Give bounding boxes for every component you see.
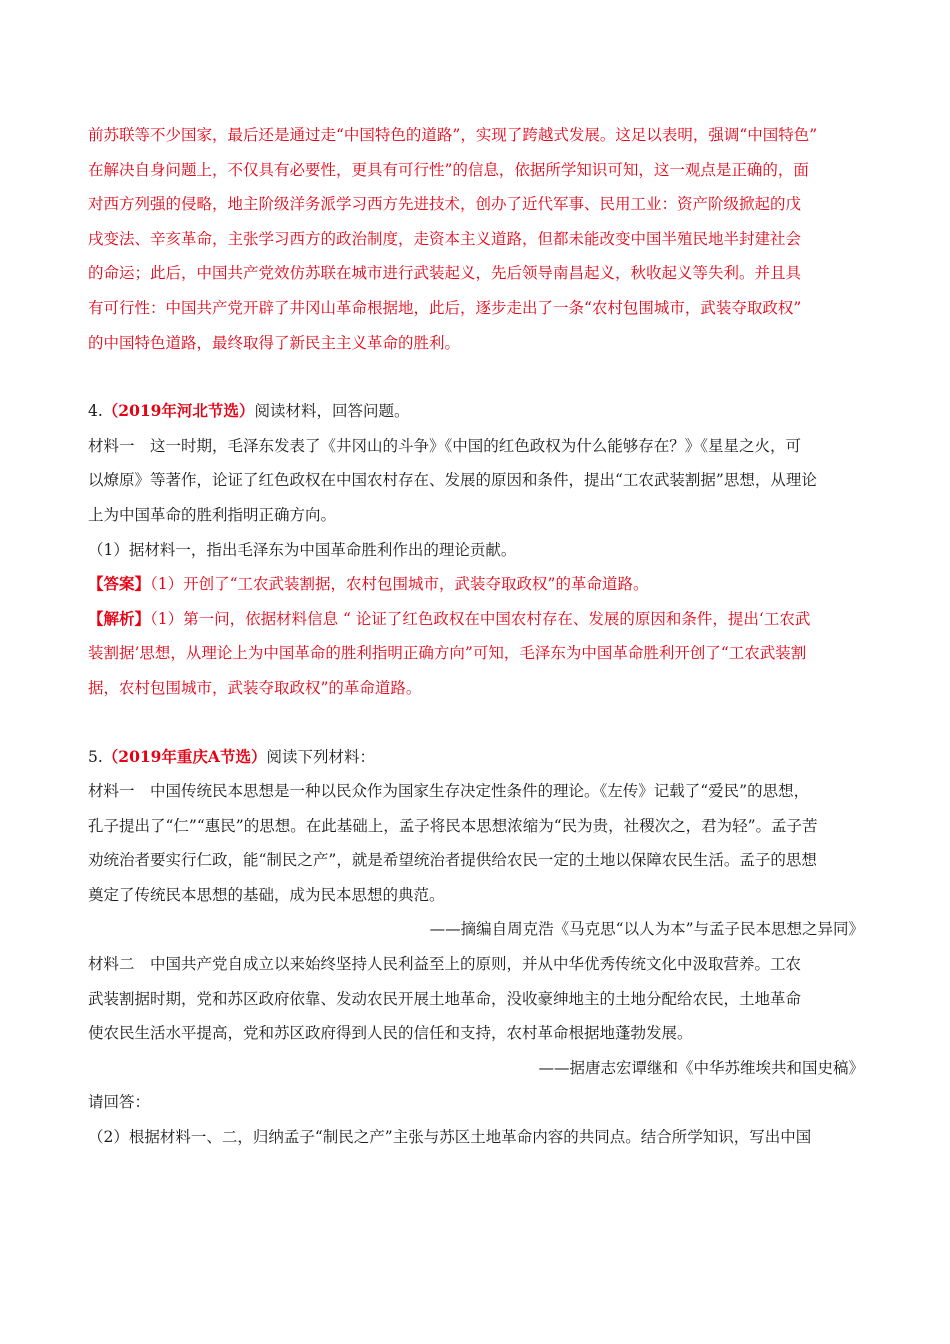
question-prompt: 阅读材料，回答问题。 [254, 402, 410, 421]
question-prompt: 阅读下列材料： [266, 747, 375, 766]
analysis-line: 据，农村包围城市，武装夺取政权”的革命道路。 [88, 678, 422, 697]
citation: ——据唐志宏谭继和《中华苏维埃共和国史稿》 [538, 1058, 864, 1077]
material-line: 材料一 这一时期，毛泽东发表了《井冈山的斗争》《中国的红色政权为什么能够存在？》《星星之火，可 [88, 436, 802, 455]
text-line: 的命运；此后，中国共产党效仿苏联在城市进行武装起义，先后领导南昌起义，秋收起义等失利。并且具 [88, 264, 802, 283]
citation: ——摘编自周克浩《马克思“以人为本”与孟子民本思想之异同》 [429, 920, 864, 939]
text-line: 对西方列强的侵略，地主阶级洋务派学习西方先进技术，创办了近代军事、民用工业：资产阶级掀起的戊 [88, 195, 802, 214]
material-line: 以燎原》等著作，论证了红色政权在中国农村存在、发展的原因和条件，提出“工农武装割据”思想，从理论 [88, 471, 817, 490]
text-line: 前苏联等不少国家，最后还是通过走“中国特色的道路”，实现了跨越式发展。这足以表明，强调“中国特色” [88, 126, 818, 144]
analysis-label: 【解析】 [88, 608, 151, 628]
material-line: 材料一 中国传统民本思想是一种以民众作为国家生存决定性条件的理论。《左传》记载了“爱民”的思想， [88, 782, 810, 801]
answer-label: 【答案】 [88, 574, 151, 594]
question-source: （2019年河北节选） [102, 401, 255, 421]
analysis-text: （1）第一问，依据材料信息 “ 论证了红色政权在中国农村存在、发展的原因和条件，提出‘工农武 [150, 609, 811, 628]
analysis-continuation [88, 118, 864, 360]
material-line: 武装割据时期，党和苏区政府依靠、发动农民开展土地革命，没收豪绅地主的土地分配给农民，土地革命 [88, 989, 802, 1008]
analysis-line [88, 602, 864, 637]
text-line: 有可行性：中国共产党开辟了井冈山革命根据地，此后，逐步走出了一条“农村包围城市，武装夺取政权” [88, 298, 802, 317]
question-5 [88, 740, 864, 1155]
answer-text: （1）开创了“工农武装割据，农村包围城市，武装夺取政权”的革命道路。 [150, 575, 649, 594]
question-heading [88, 740, 864, 775]
ask-line: 请回答： [88, 1093, 151, 1112]
text-line: 在解决自身问题上，不仅具有必要性，更具有可行性”的信息，依据所学知识可知，这一观点是正确的，面 [88, 160, 809, 179]
material-line: 劝统治者要实行仁政，能“制民之产”，就是希望统治者提供给农民一定的土地以保障农民生活。孟子的思想 [88, 851, 817, 870]
text-line: 的中国特色道路，最终取得了新民主主义革命的胜利。 [88, 333, 461, 352]
material-line: 奠定了传统民本思想的基础，成为民本思想的典范。 [88, 885, 445, 904]
answer-line [88, 567, 864, 602]
question-number: 5. [88, 747, 103, 766]
document-page [88, 118, 864, 1155]
material-line: 上为中国革命的胜利指明正确方向。 [88, 505, 337, 524]
material-line: 使农民生活水平提高，党和苏区政府得到人民的信任和支持，农村革命根据地蓬勃发展。 [88, 1024, 693, 1043]
sub-question: （1）据材料一，指出毛泽东为中国革命胜利作出的理论贡献。 [88, 540, 517, 559]
question-number: 4. [88, 402, 103, 421]
question-heading [88, 394, 864, 429]
material-line: 孔子提出了“仁”“惠民”的思想。在此基础上，孟子将民本思想浓缩为“民为贵，社稷次之，君为轻”。孟子苦 [88, 816, 818, 835]
material-line: 材料二 中国共产党自成立以来始终坚持人民利益至上的原则，并从中华优秀传统文化中汲取营养。工农 [88, 955, 802, 974]
analysis-line: 装割据’思想，从理论上为中国革命的胜利指明正确方向”可知，毛泽东为中国革命胜利开创了“工农武装割 [88, 644, 807, 663]
text-line: 戌变法、辛亥革命，主张学习西方的政治制度，走资本主义道路，但都未能改变中国半殖民地半封建社会 [88, 229, 802, 248]
question-source: （2019年重庆A节选） [102, 746, 267, 766]
question-4 [88, 394, 864, 705]
sub-question: （2）根据材料一、二，归纳孟子“制民之产”主张与苏区土地革命内容的共同点。结合所学知识，写出中国 [88, 1128, 812, 1147]
